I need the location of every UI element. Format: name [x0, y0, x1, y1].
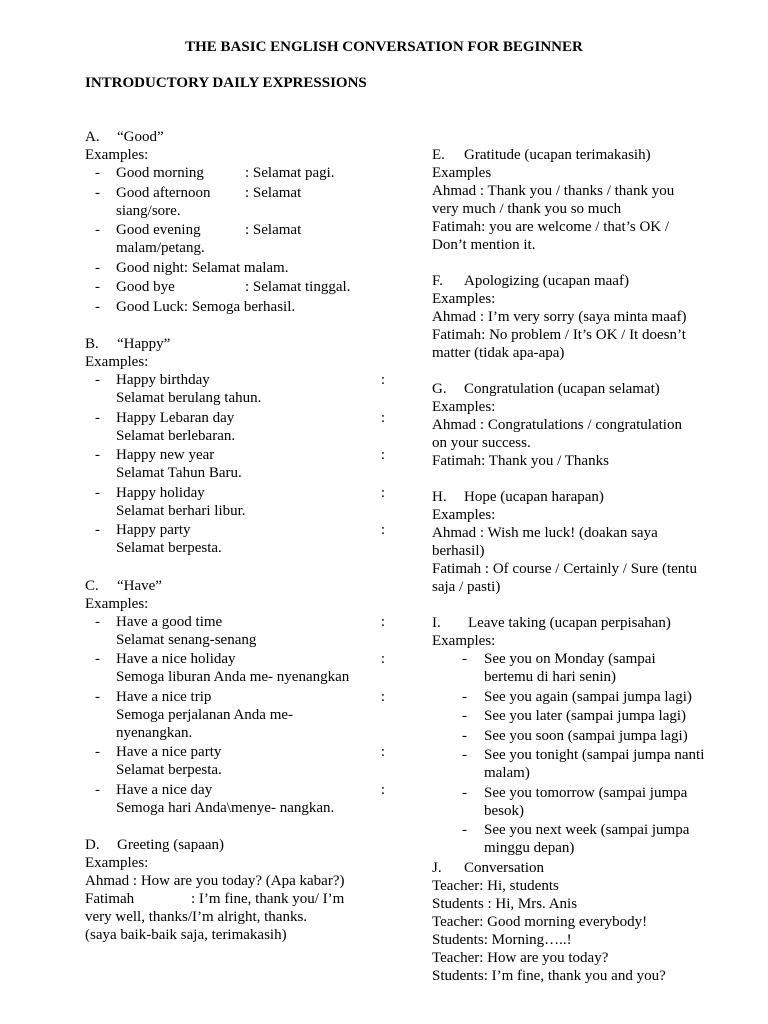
section-f	[432, 272, 732, 362]
dialogue-line	[432, 913, 732, 931]
phrase: - Happy new year	[116, 447, 215, 463]
separator: :	[380, 651, 385, 667]
speaker: Students	[432, 931, 484, 948]
separator: :	[380, 484, 385, 501]
expression-continued: malam)	[484, 765, 530, 781]
phrase: - Happy birthday	[116, 372, 210, 388]
section-title: Greeting (sapaan)	[117, 837, 225, 853]
dialogue-text: : Hi, Mrs. Anis	[483, 895, 578, 912]
meaning-continued: Selamat berpesta.	[116, 540, 222, 556]
phrase: Good night	[116, 259, 184, 276]
phrase: - Have a nice day	[116, 781, 213, 798]
list-item	[85, 371, 385, 407]
list-item	[432, 688, 732, 706]
separator: :	[380, 613, 385, 630]
speaker: Students	[432, 895, 484, 912]
list-item	[85, 743, 385, 779]
section-heading	[432, 614, 732, 632]
dialogue-line: matter (tidak apa-apa)	[432, 345, 565, 361]
examples-label: Examples:	[432, 507, 496, 523]
dialogue-line: Fatimah: No problem / It’s OK / It doesn’t	[432, 327, 686, 343]
phrase: - Have a nice trip	[116, 688, 212, 705]
dialogue-line	[432, 877, 732, 895]
meaning-continued: Selamat berpesta.	[116, 762, 222, 778]
section-title: Hope (ucapan harapan)	[464, 489, 604, 505]
section-title: “Good”	[117, 129, 164, 145]
dialogue-text: : I’m fine, thank you/ I’m	[191, 891, 345, 907]
examples-label: Examples:	[432, 399, 496, 415]
expression: See you later (sampai jumpa lagi)	[484, 708, 687, 724]
expression: See you soon (sampai jumpa lagi)	[484, 727, 688, 744]
list-item	[432, 727, 732, 745]
list-item	[432, 707, 732, 725]
dialogue-line	[432, 895, 732, 913]
meaning-continued: Selamat senang-senang	[116, 631, 257, 648]
meaning-continued: Selamat Tahun Baru.	[116, 465, 242, 481]
examples-label: Examples	[432, 165, 492, 181]
speaker: Teacher	[432, 949, 480, 966]
section-a	[85, 128, 385, 316]
meaning-continued: malam/petang.	[116, 240, 205, 256]
section-b	[85, 335, 385, 557]
section-e	[432, 146, 732, 254]
meaning-continued: Semoga liburan Anda me- nyenangkan	[116, 669, 350, 685]
speaker: Students	[432, 967, 484, 984]
dialogue-line: Fatimah: you are welcome / that’s OK /	[432, 219, 670, 235]
separator: :	[380, 522, 385, 538]
section-letter: F.	[432, 273, 443, 289]
section-title: Leave taking (ucapan perpisahan)	[468, 615, 671, 631]
examples-label: Examples:	[432, 291, 496, 307]
section-title: “Have”	[117, 577, 162, 594]
dialogue-line: Fatimah : Of course / Certainly / Sure (tentu	[432, 561, 697, 577]
section-heading	[432, 859, 732, 877]
separator: :	[380, 688, 385, 705]
separator: :	[380, 447, 385, 463]
document-subtitle: INTRODUCTORY DAILY EXPRESSIONS	[85, 75, 367, 91]
section-title: Congratulation (ucapan selamat)	[464, 381, 660, 397]
list-item	[85, 446, 385, 482]
dialogue-line: Ahmad : Wish me luck! (doakan saya	[432, 525, 658, 541]
list-item	[85, 650, 385, 686]
dialogue-line	[432, 949, 732, 967]
dialogue-line: Fatimah: Thank you / Thanks	[432, 453, 609, 469]
phrase: Good afternoon	[116, 184, 211, 201]
section-letter: J.	[432, 859, 442, 876]
separator: :	[380, 372, 385, 388]
list-item	[85, 409, 385, 445]
dialogue-line	[432, 967, 732, 985]
dialogue-text: : Good morning everybody!	[479, 913, 648, 930]
document-title: THE BASIC ENGLISH CONVERSATION FOR BEGINNER	[185, 39, 583, 55]
section-d	[85, 836, 385, 944]
meaning-continued: Selamat berulang tahun.	[116, 390, 262, 406]
expression-list	[432, 650, 732, 857]
list-item	[85, 298, 385, 316]
section-letter: B.	[85, 336, 99, 352]
expression: See you next week (sampai jumpa	[484, 822, 690, 838]
section-title: “Happy”	[117, 336, 171, 352]
list-item	[85, 688, 385, 742]
speaker: Teacher	[432, 913, 480, 930]
speaker: Teacher	[432, 877, 480, 894]
dialogue-text: : Hi, students	[479, 877, 559, 894]
meaning: : Selamat	[245, 222, 302, 238]
section-heading	[432, 380, 732, 398]
section-heading	[432, 272, 732, 290]
list-item	[85, 484, 385, 520]
list-item	[85, 184, 385, 220]
meaning: : Selamat malam.	[183, 259, 289, 276]
phrase: Good morning	[116, 165, 204, 181]
phrase: - Happy holiday	[116, 484, 205, 501]
dialogue-line: Ahmad : Thank you / thanks / thank you	[432, 183, 675, 199]
expression-continued: bertemu di hari senin)	[484, 669, 617, 685]
dialogue-text: : Morning…..!	[483, 931, 572, 948]
section-title: Gratitude (ucapan terimakasih)	[464, 147, 651, 163]
section-i	[432, 614, 732, 857]
left-column	[85, 128, 385, 944]
examples-label: Examples:	[85, 855, 149, 871]
examples-label: Examples:	[85, 595, 149, 612]
dialogue-line	[432, 931, 732, 949]
section-heading	[432, 146, 732, 164]
section-letter: E.	[432, 147, 445, 163]
expression-continued: minggu depan)	[484, 840, 575, 856]
meaning-continued: Semoga hari Anda\menye- nangkan.	[116, 799, 335, 816]
list-item	[85, 164, 385, 182]
section-letter: G.	[432, 381, 447, 397]
separator: :	[380, 781, 385, 798]
section-letter: D.	[85, 837, 100, 853]
dialogue-line: saja / pasti)	[432, 579, 501, 595]
dialogue-text: : I’m fine, thank you and you?	[483, 967, 666, 984]
dialogue-line: (saya baik-baik saja, terimakasih)	[85, 927, 287, 943]
expression-list	[85, 371, 385, 557]
examples-label: Examples:	[432, 633, 496, 649]
meaning-continued: Selamat berlebaran.	[116, 427, 236, 444]
meaning-continued: nyenangkan.	[116, 724, 193, 741]
expression-continued: besok)	[484, 802, 524, 819]
dialogue-line: Ahmad : How are you today? (Apa kabar?)	[85, 873, 345, 889]
phrase: Good Luck	[116, 298, 184, 315]
meaning: : Semoga berhasil.	[183, 298, 296, 315]
list-item	[432, 784, 732, 820]
section-letter: H.	[432, 489, 447, 505]
dialogue-line: Ahmad : I’m very sorry (saya minta maaf)	[432, 309, 687, 325]
speaker: Fatimah	[85, 891, 135, 907]
dialogue-line: very much / thank you so much	[432, 201, 622, 217]
list-item	[85, 259, 385, 277]
section-letter: A.	[85, 129, 100, 145]
list-item	[85, 613, 385, 649]
section-title: Apologizing (ucapan maaf)	[464, 273, 629, 289]
list-item	[85, 278, 385, 296]
list-item	[85, 521, 385, 557]
examples-label: Examples:	[85, 147, 149, 163]
phrase: Good bye	[116, 279, 175, 295]
meaning-continued: Semoga perjalanan Anda me-	[116, 706, 294, 723]
meaning: : Selamat	[245, 184, 302, 201]
section-j	[432, 859, 732, 985]
section-c	[85, 577, 385, 817]
list-item	[432, 650, 732, 686]
phrase: - Have a nice party	[116, 744, 222, 760]
section-heading	[85, 577, 385, 595]
section-g	[432, 380, 732, 470]
dialogue-line	[85, 890, 385, 908]
dialogue-line: very well, thanks/I’m alright, thanks.	[85, 909, 308, 925]
section-heading	[85, 128, 385, 146]
dialogue-line: Don’t mention it.	[432, 237, 536, 253]
list-item	[85, 781, 385, 817]
separator: :	[380, 744, 385, 760]
section-heading	[85, 335, 385, 353]
section-letter: C.	[85, 577, 99, 594]
expression: See you on Monday (sampai	[484, 651, 656, 667]
phrase: - Have a nice holiday	[116, 651, 236, 667]
dialogue-line: berhasil)	[432, 543, 485, 559]
meaning-continued: siang/sore.	[116, 202, 181, 219]
expression: See you again (sampai jumpa lagi)	[484, 688, 692, 705]
expression-list	[85, 613, 385, 817]
phrase: - Happy party	[116, 522, 191, 538]
list-item	[85, 221, 385, 257]
meaning: : Selamat pagi.	[245, 165, 335, 181]
section-letter: I.	[432, 615, 441, 631]
expression: See you tomorrow (sampai jumpa	[484, 784, 688, 801]
list-item	[432, 746, 732, 782]
phrase: - Happy Lebaran day	[116, 409, 235, 426]
dialogue-line: on your success.	[432, 435, 531, 451]
expression: See you tonight (sampai jumpa nanti	[484, 747, 705, 763]
right-column	[432, 146, 732, 985]
expression-list	[85, 164, 385, 316]
section-heading	[85, 836, 385, 854]
section-h	[432, 488, 732, 596]
section-title: Conversation	[464, 859, 544, 876]
dialogue-line: Ahmad : Congratulations / congratulation	[432, 417, 682, 433]
dialogue-text: : How are you today?	[479, 949, 609, 966]
phrase: Good evening	[116, 222, 201, 238]
separator: :	[380, 409, 385, 426]
list-item	[432, 821, 732, 857]
section-heading	[432, 488, 732, 506]
meaning: : Selamat tinggal.	[245, 279, 351, 295]
meaning-continued: Selamat berhari libur.	[116, 502, 246, 519]
phrase: - Have a good time	[116, 613, 223, 630]
examples-label: Examples:	[85, 354, 149, 370]
